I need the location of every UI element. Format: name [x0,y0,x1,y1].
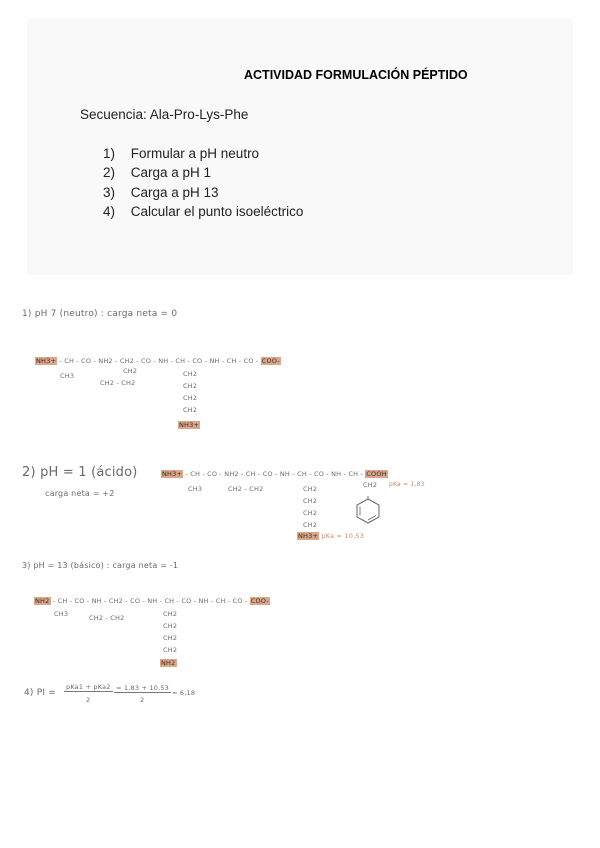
basic-lys-ch2: CH2 [163,610,178,618]
basic-side-b: CH2 - CH2 [89,614,125,622]
acid-sub-mid: CH2 - CH2 [228,485,264,493]
acid-lys-ch2: CH2 [303,509,318,517]
neutral-lys-ch2: CH2 [183,394,198,402]
pi-fraction-top: pKa1 + pKa2 [66,683,111,691]
neutral-lys-ch2: CH2 [183,370,198,378]
task-item [103,204,303,219]
acid-pka-note: pKa = 1,83 [389,481,425,488]
acid-lys-ch2: CH2 [303,521,318,529]
page-title: ACTIVIDAD FORMULACIÓN PÉPTIDO [244,68,468,82]
neutral-backbone: - CH - CO - NH2 - CH2 - CO - NH - CH - CO - NH - CH - CO [57,357,254,365]
neutral-lys-ch2: CH2 [183,406,198,414]
basic-chain: NH2 - CH - CO - NH - CH2 - CO - NH - CH - CO - NH - CH - CO - COO- [35,597,269,605]
neutral-c-terminus: COO- [261,357,280,365]
benzene-ring-icon [354,496,382,526]
neutral-side-a: CH3 [60,372,75,380]
neutral-lys-amine: NH3+ [179,421,200,429]
neutral-heading: 1) pH 7 (neutro) : carga neta = 0 [22,309,178,319]
neutral-side-b: CH2 [123,367,138,375]
task-item [103,165,211,180]
basic-backbone: - CH - CO - NH - CH2 - CO - NH - CH - CO - NH - CH - CO [50,597,243,605]
pi-prefix: 4) PI = [24,688,56,698]
pi-bottom: 2 [140,696,145,704]
acid-n-terminus: NH3+ [162,470,183,478]
neutral-lys-ch2: CH2 [183,382,198,390]
sequence-line: Secuencia: Ala-Pro-Lys-Phe [80,107,249,122]
pi-fraction-bottom: 2 [86,696,91,704]
basic-heading: 3) pH = 13 (básico) : carga neta = -1 [22,561,179,570]
acid-c-terminus: COOH [366,470,387,478]
pi-calculation: = 1,83 + 10,53 [116,684,169,692]
acid-lys-ch2: CH2 [303,485,318,493]
task-item [103,146,259,161]
task-number: 2) [103,165,116,180]
pi-result: = 6,18 [172,689,196,697]
neutral-n-terminus: NH3+ [36,357,57,365]
task-text: Calcular el punto isoeléctrico [130,204,304,219]
task-text: Carga a pH 13 [130,185,219,200]
acid-charge: carga neta = +2 [45,489,115,498]
neutral-chain: NH3+ - CH - CO - NH2 - CH2 - CO - NH - CH - CO - NH - CH - CO - COO- [36,357,280,365]
basic-lys-ch2: CH2 [163,646,178,654]
acid-heading: 2) pH = 1 (ácido) [22,465,138,480]
task-text: Carga a pH 1 [130,165,212,180]
task-number: 4) [103,204,116,219]
basic-lys-ch2: CH2 [163,622,178,630]
acid-chain [161,470,388,478]
basic-c-terminus: COO- [250,597,269,605]
task-item [103,185,219,200]
acid-sub-left: CH3 [188,485,203,493]
basic-lys-ch2: CH2 [163,634,178,642]
basic-lys-amine: NH2 [161,659,176,667]
basic-n-terminus: NH2 [35,597,50,605]
acid-lys-pka: pKa = 10,53 [321,532,365,540]
task-text: Formular a pH neutro [130,146,260,161]
task-number: 1) [103,146,116,161]
basic-side-a: CH3 [54,610,69,618]
task-number: 3) [103,185,116,200]
acid-backbone: - CH - CO - NH2 - CH - CO - NH - CH - CO - NH - CH - [183,470,366,478]
acid-lys-amine: NH3+ pKa = 10,53 [298,532,365,540]
acid-phe-ch2: CH2 [363,481,378,489]
neutral-side-c: CH2 - CH2 [100,379,136,387]
acid-lys-ch2: CH2 [303,497,318,505]
